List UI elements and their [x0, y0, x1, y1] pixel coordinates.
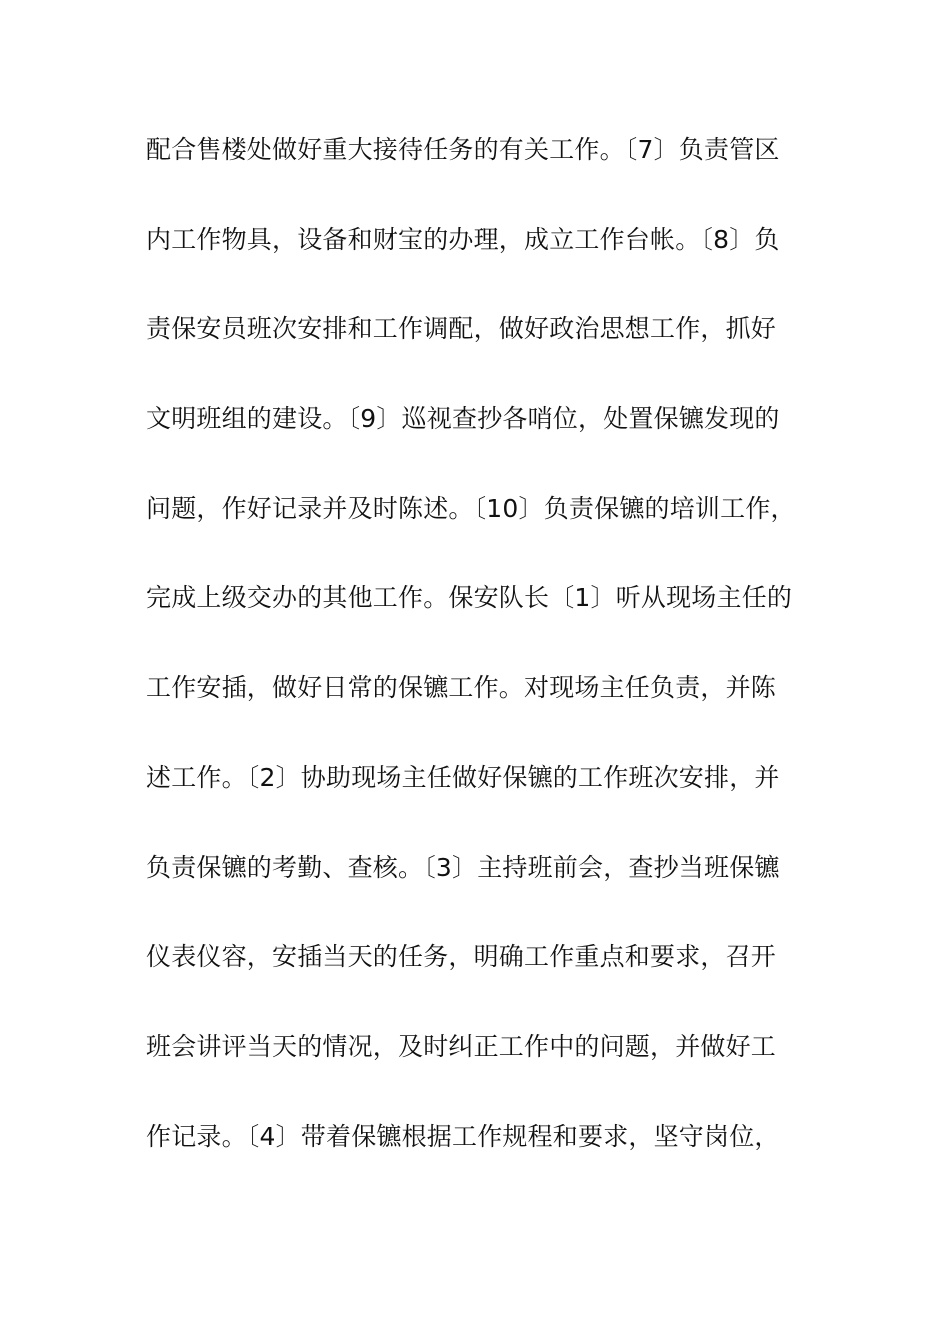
text-line-11: 班会讲评当天的情况，及时纠正工作中的问题，并做好工: [146, 1031, 777, 1061]
text-line-12: 作记录。〔4〕带着保镳根据工作规程和要求，坚守岗位，: [146, 1121, 780, 1151]
text-line-5: 问题，作好记录并及时陈述。〔10〕负责保镳的培训工作，: [146, 493, 796, 523]
text-line-2: 内工作物具，设备和财宝的办理，成立工作台帐。〔8〕负: [146, 224, 780, 254]
text-line-8: 述工作。〔2〕协助现场主任做好保镳的工作班次安排，并: [146, 762, 780, 792]
text-line-4: 文明班组的建设。〔9〕巡视查抄各哨位，处置保镳发现的: [146, 404, 780, 434]
text-line-6: 完成上级交办的其他工作。保安队长〔1〕听从现场主任的: [146, 583, 793, 613]
text-line-3: 责保安员班次安排和工作调配，做好政治思想工作，抓好: [146, 314, 777, 344]
text-line-9: 负责保镳的考勤、查核。〔3〕主持班前会，查抄当班保镳: [146, 852, 780, 882]
body-text: [146, 128, 806, 1204]
text-line-7: 工作安插，做好日常的保镳工作。对现场主任负责，并陈: [146, 673, 777, 703]
text-line-10: 仪表仪容，安插当天的任务，明确工作重点和要求，召开: [146, 942, 777, 972]
text-line-1: 配合售楼处做好重大接待任务的有关工作。〔7〕负责管区: [146, 135, 780, 164]
